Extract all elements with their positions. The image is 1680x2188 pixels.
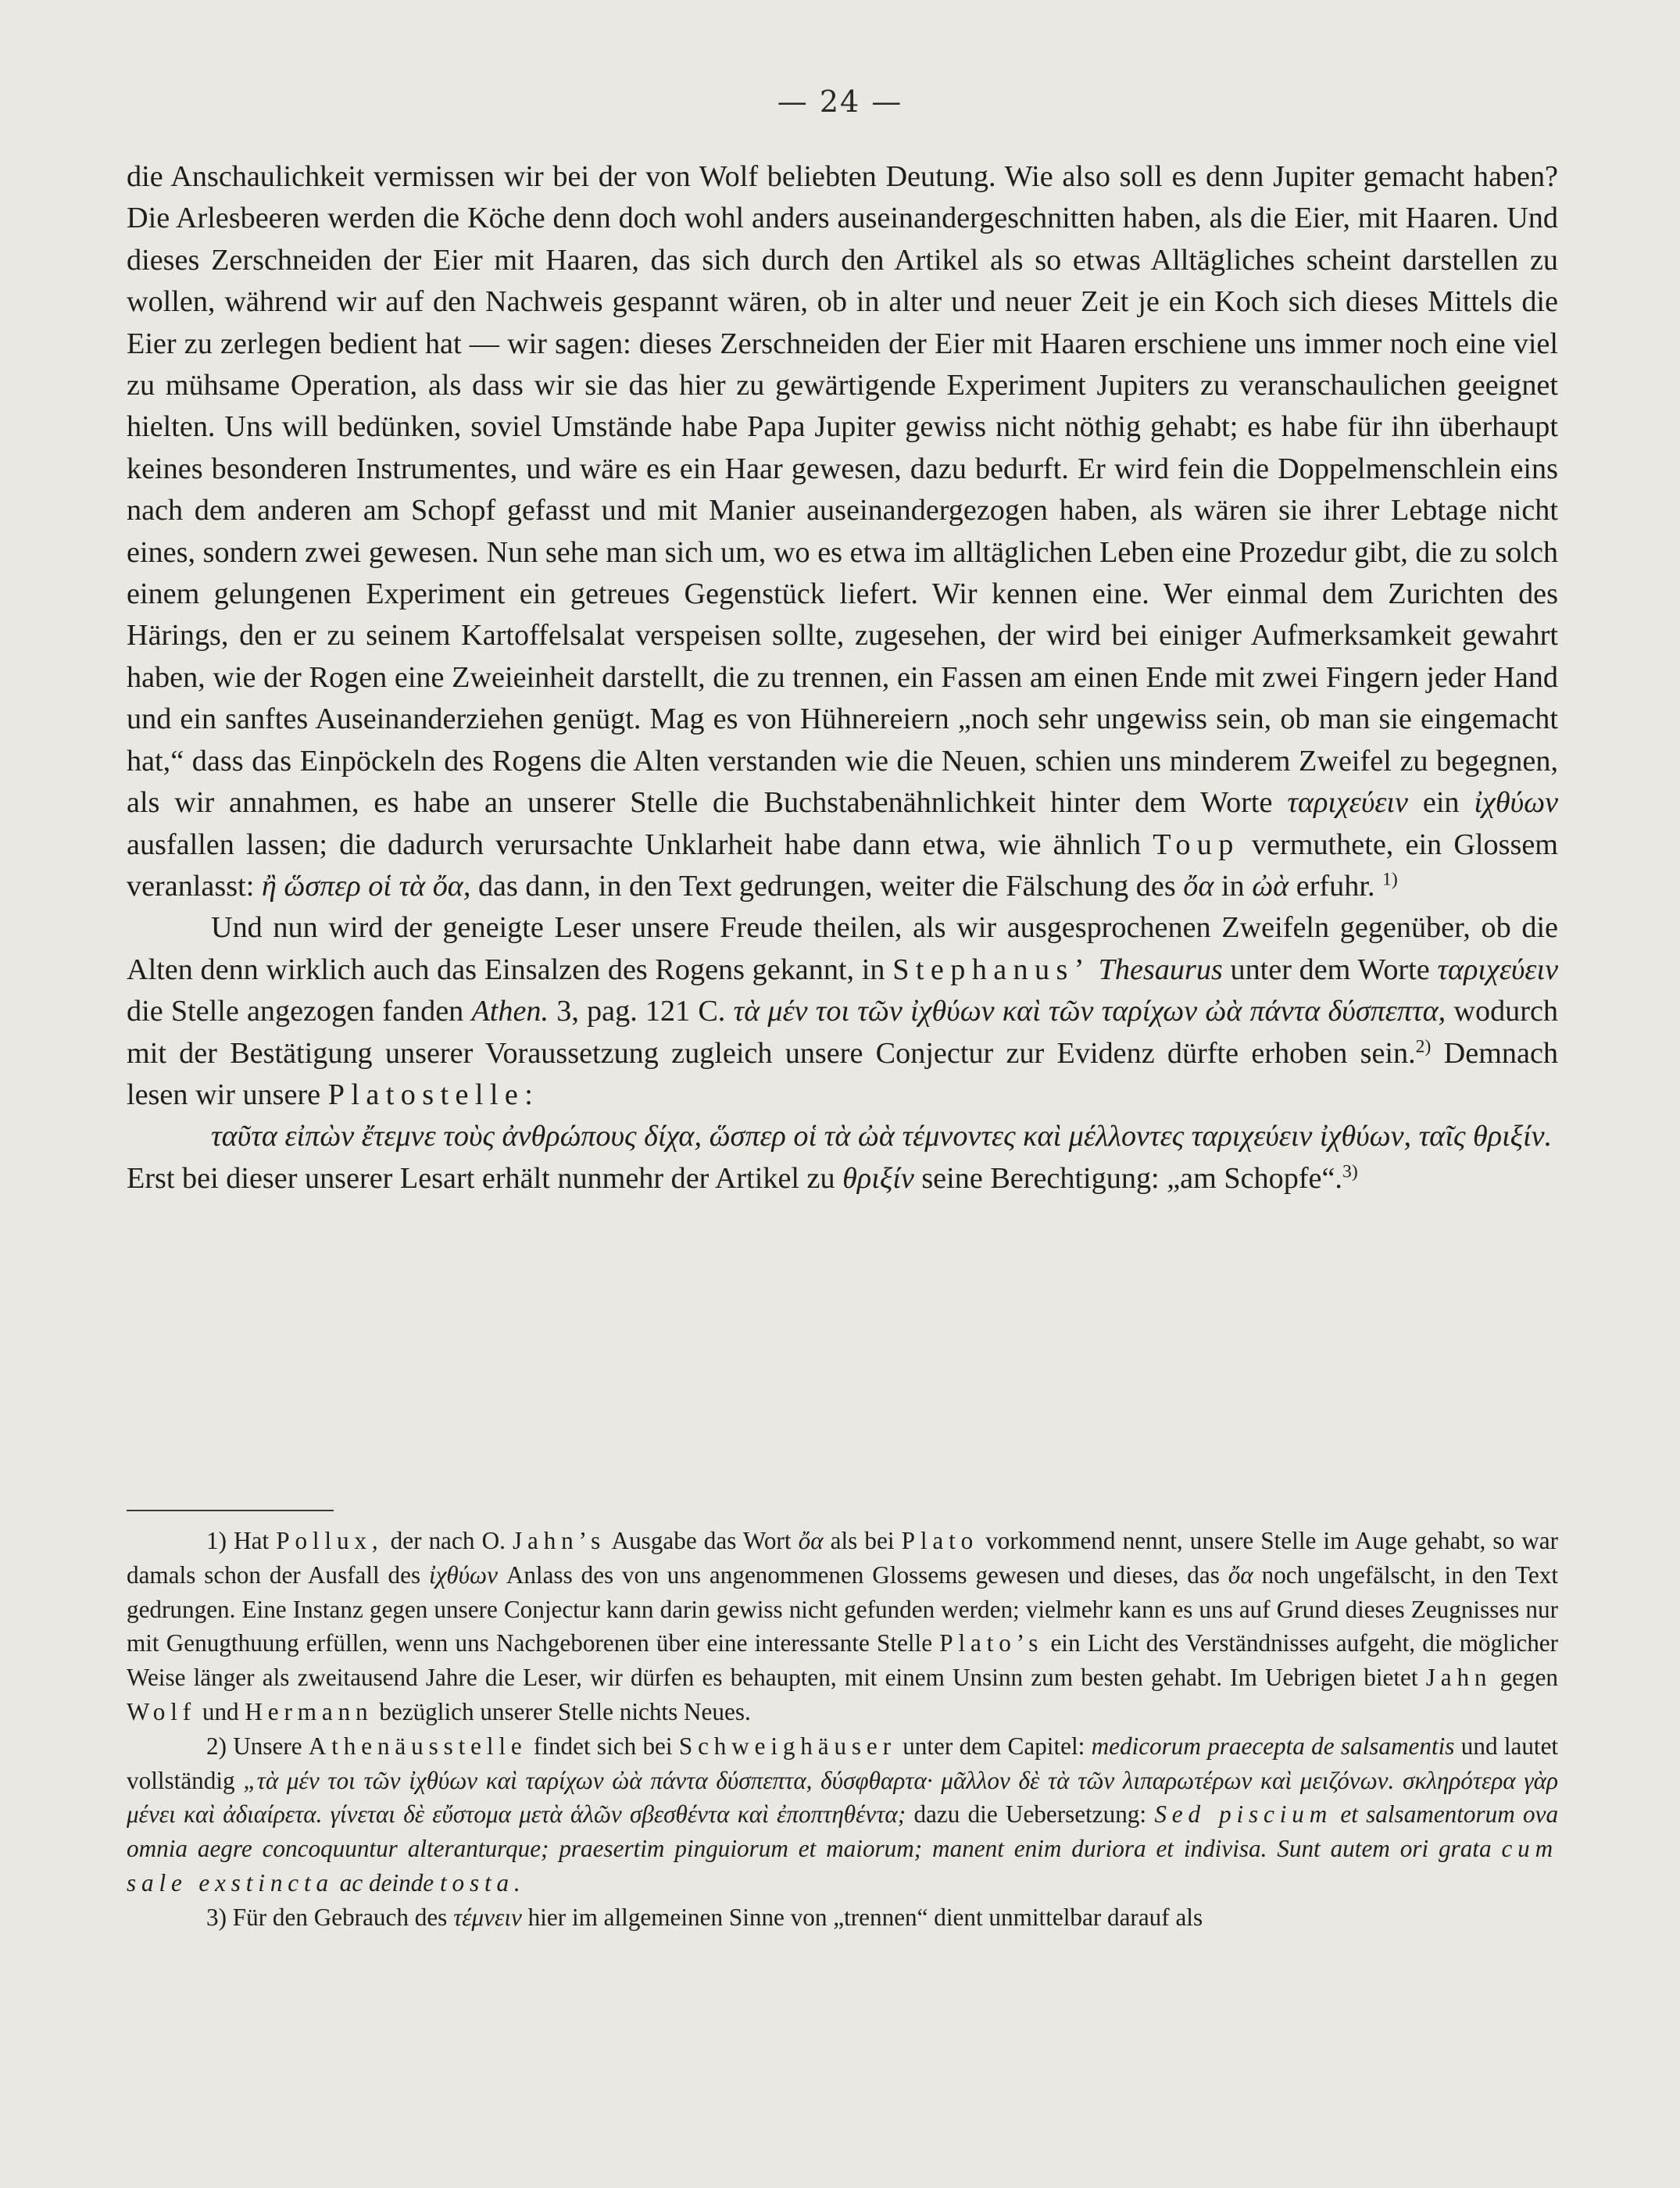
main-text: [127, 156, 1558, 1199]
paragraph-3: [127, 1158, 1558, 1199]
p2-text: wodurch mit der Bestätigung unserer Voraussetzung zugleich unsere Conjectur zur Evidenz dürfte erhoben sein.: [127, 995, 1559, 1070]
p1-text: in: [1221, 869, 1245, 903]
p3-text: seine Berechtigung: „am Schopfe“.: [921, 1161, 1342, 1195]
fn-text: gegen: [1499, 1664, 1559, 1692]
fn-text: 1) Hat: [206, 1527, 270, 1554]
p2-text: unter dem Worte: [1230, 953, 1430, 986]
spaced-name: Schweighäuser: [678, 1732, 896, 1760]
spaced-name: Plato’s: [939, 1629, 1044, 1657]
fn-text: 2) Unsere: [206, 1732, 302, 1760]
p1-text: ein: [1422, 786, 1460, 820]
footnotes: [127, 1524, 1558, 1935]
italic-latin: et salsamentorum ova omnia aegre concoquuntur alteranturque; praesertim pinguiorum et maiorum; manent enim duriora et indivisa. Sunt autem ori grata: [127, 1800, 1559, 1863]
p2-text: 3, pag. 121 C.: [556, 995, 726, 1028]
page-number: — 24 —: [777, 84, 903, 119]
fn-text: findet sich bei: [533, 1732, 673, 1760]
greek-word: τέμνειν: [453, 1903, 522, 1931]
spaced-name: Toup: [1153, 828, 1240, 861]
spaced-name: Platostelle:: [327, 1078, 540, 1111]
greek-word: ἰχθύων: [1474, 786, 1559, 820]
fn-text: noch ungefälscht, in den Text gedrungen. Eine Instanz gegen unsere Conjectur kann darin gewiss nicht gefunden werden; vielmehr kann es uns auf Grund dieses Zeugnisses nur mit Genugthuung erfüllen, wenn uns Nachgeborenen über eine interessante Stelle: [127, 1561, 1559, 1657]
fn-text: und lautet vollständig: [127, 1732, 1559, 1794]
fn-text: und: [202, 1697, 239, 1725]
greek-word: ὄα: [1228, 1561, 1253, 1589]
paragraph-1: [127, 156, 1558, 907]
fn-text: als bei: [830, 1527, 895, 1554]
italic-latin: Sed piscium: [1154, 1800, 1333, 1829]
p1-text: erfuhr.: [1296, 869, 1375, 903]
fn-text: hier im allgemeinen Sinne von „trennen“ dient unmittelbar darauf als: [527, 1903, 1203, 1931]
p2-text: Und nun wird der geneigte Leser unsere Freude theilen, als wir ausgesprochenen Zweifeln gegenüber, ob die Alten denn wirklich auch das Einsalzen des Rogens gekannt, in: [127, 911, 1558, 986]
p1-text: vermuthete, ein Glossem veranlasst:: [127, 828, 1558, 903]
italic-ref: Athen.: [471, 995, 549, 1028]
italic-latin: medicorum praecepta de salsamentis: [1091, 1732, 1455, 1760]
greek-word: θριξίν: [842, 1161, 914, 1195]
spaced-name: Jahn: [1425, 1664, 1492, 1692]
p3-text: Erst bei dieser unserer Lesart erhält nunmehr der Artikel zu: [127, 1161, 835, 1195]
p1-text: ausfallen lassen; die dadurch verursachte Unklarheit habe dann etwa, wie ähnlich: [127, 828, 1142, 861]
greek-word: ταριχεύειν: [1437, 953, 1559, 986]
greek-word: ὠὰ: [1252, 869, 1289, 903]
greek-phrase: τὰ μέν τοι τῶν ἰχθύων καὶ τῶν ταρίχων ὠὰ πάντα δύσπεπτα,: [733, 995, 1446, 1028]
spaced-name: Stephanus’: [892, 953, 1091, 986]
greek-word: ὄα: [798, 1527, 824, 1554]
footnote-2: [127, 1729, 1558, 1900]
italic-latin: cum sale exstincta: [127, 1835, 1559, 1897]
fn-text: Ausgabe das Wort: [611, 1527, 792, 1554]
footnote-3: [127, 1900, 1558, 1935]
greek-quotation: „τὰ μέν τοι τῶν ἰχθύων καὶ ταρίχων ὠὰ πάντα δύσπεπτα, δύσφθαρτα· μᾶλλον δὲ τὰ τῶν λιπαρωτέρων καὶ μειζόνων. σκληρότερα γὰρ μένει καὶ ἀδιαίρετα. γίνεται δὲ εὔστομα μετὰ ἁλῶν σβεσθέντα καὶ ἐποπτηθέντα;: [127, 1766, 1558, 1829]
fn-text: der nach O.: [390, 1527, 506, 1554]
fn-text: vorkommend nennt, unsere Stelle im Auge gehabt, so war damals schon der Ausfall des: [127, 1527, 1559, 1589]
fn-text: unter dem Capitel:: [903, 1732, 1085, 1760]
italic-title: Thesaurus: [1098, 953, 1223, 986]
spaced-name: Pollux,: [276, 1527, 384, 1554]
fn-text: ein Licht des Verständnisses aufgeht, die möglicher Weise länger als zweitausend Jahre die Leser, wir dürfen es behaupten, mit einem Unsinn zum besten gehabt. Im Uebrigen bietet: [127, 1629, 1559, 1692]
p2-text: Demnach lesen wir unsere: [127, 1036, 1558, 1111]
spaced-name: Athenäusstelle: [308, 1732, 527, 1760]
fn-text: bezüglich unserer Stelle nichts Neues.: [379, 1697, 751, 1725]
paragraph-2: [127, 907, 1558, 1116]
footnote-divider: [127, 1510, 334, 1511]
spaced-name: Hermann: [245, 1697, 374, 1725]
footnote-1: [127, 1524, 1558, 1729]
p1-text: das dann, in den Text gedrungen, weiter die Fälschung des: [477, 869, 1176, 903]
fn-text: dazu die Uebersetzung:: [913, 1800, 1147, 1829]
fn-text: Anlass des von uns angenommenen Glossems gewesen und dieses, das: [506, 1561, 1220, 1589]
greek-quotation: ταῦτα εἰπὼν ἔτεμνε τοὺς ἀνθρώπους δίχα, ὥσπερ οἱ τὰ ὠὰ τέμνοντες καὶ μέλλοντες ταριχεύειν ἰχθύων, ταῖς θριξίν.: [211, 1120, 1553, 1153]
greek-word: ἰχθύων: [429, 1561, 498, 1589]
spaced-name: Wolf: [127, 1697, 197, 1725]
greek-word: ταριχεύειν: [1287, 786, 1408, 820]
greek-word: ὄα: [1183, 869, 1214, 903]
fn-text: 3) Für den Gebrauch des: [206, 1903, 448, 1931]
greek-phrase: ἢ ὥσπερ οἱ τὰ ὄα,: [261, 869, 471, 903]
p1-text: die Anschaulichkeit vermissen wir bei der von Wolf beliebten Deutung. Wie also soll es denn Jupiter gemacht haben? Die Arlesbeeren werden die Köche denn doch wohl anders auseinandergeschnitten haben, als die Eier, mit Haaren. Und dieses Zerschneiden der Eier mit Haaren, das sich durch den Artikel als so etwas Alltägliches scheint darstellen zu wollen, während wir auf den Nachweis gespannt wären, ob in alter und neuer Zeit je ein Koch sich dieses Mittels die Eier zu zerlegen bedient hat — wir sagen: dieses Zerschneiden der Eier mit Haaren erschiene uns immer noch eine viel zu mühsame Operation, als dass wir sie das hier zu gewärtigende Experiment Jupiters zu veranschaulichen geeignet hielten. Uns will bedünken, soviel Umstände habe Papa Jupiter gewiss nicht nöthig gehabt; es habe für ihn überhaupt keines besonderen Instrumentes, und wäre es ein Haar gewesen, dazu bedurft. Er wird fein die Doppelmenschlein eins nach dem anderen am Schopf gefasst und mit Manier auseinandergezogen haben, als wären sie ihrer Lebtage nicht eines, sondern zwei gewesen. Nun sehe man sich um, wo es etwa im alltäglichen Leben eine Prozedur gibt, die zu solch einem gelungenen Experiment ein getreues Gegenstück liefert. Wir kennen eine. Wer einmal dem Zurichten des Härings, den er zu seinem Kartoffelsalat verspeisen sollte, zugesehen, der wird bei einiger Aufmerksamkeit gewahrt haben, wie der Rogen eine Zweieinheit darstellt, die zu trennen, ein Fassen am einen Ende mit zwei Fingern jeder Hand und ein sanftes Auseinanderziehen genügt. Mag es von Hühnereiern „noch sehr ungewiss sein, ob man sie eingemacht hat,“ dass das Einpöckeln des Rogens die Alten verstanden wie die Neuen, schien uns minderem Zweifel zu begegnen, als wir annahmen, es habe an unserer Stelle die Buchstabenähnlichkeit hinter dem Worte: [127, 160, 1558, 820]
footnote-ref-3[interactable]: 3): [1342, 1161, 1358, 1182]
italic-latin: ac deinde: [339, 1868, 434, 1897]
p2-text: die Stelle angezogen fanden: [127, 995, 464, 1028]
footnote-ref-2[interactable]: 2): [1415, 1035, 1432, 1056]
spaced-name: Plato: [901, 1527, 979, 1554]
spaced-name: Jahn’s: [513, 1527, 606, 1554]
footnote-ref-1[interactable]: 1): [1382, 869, 1398, 890]
italic-latin: tosta.: [439, 1868, 526, 1897]
